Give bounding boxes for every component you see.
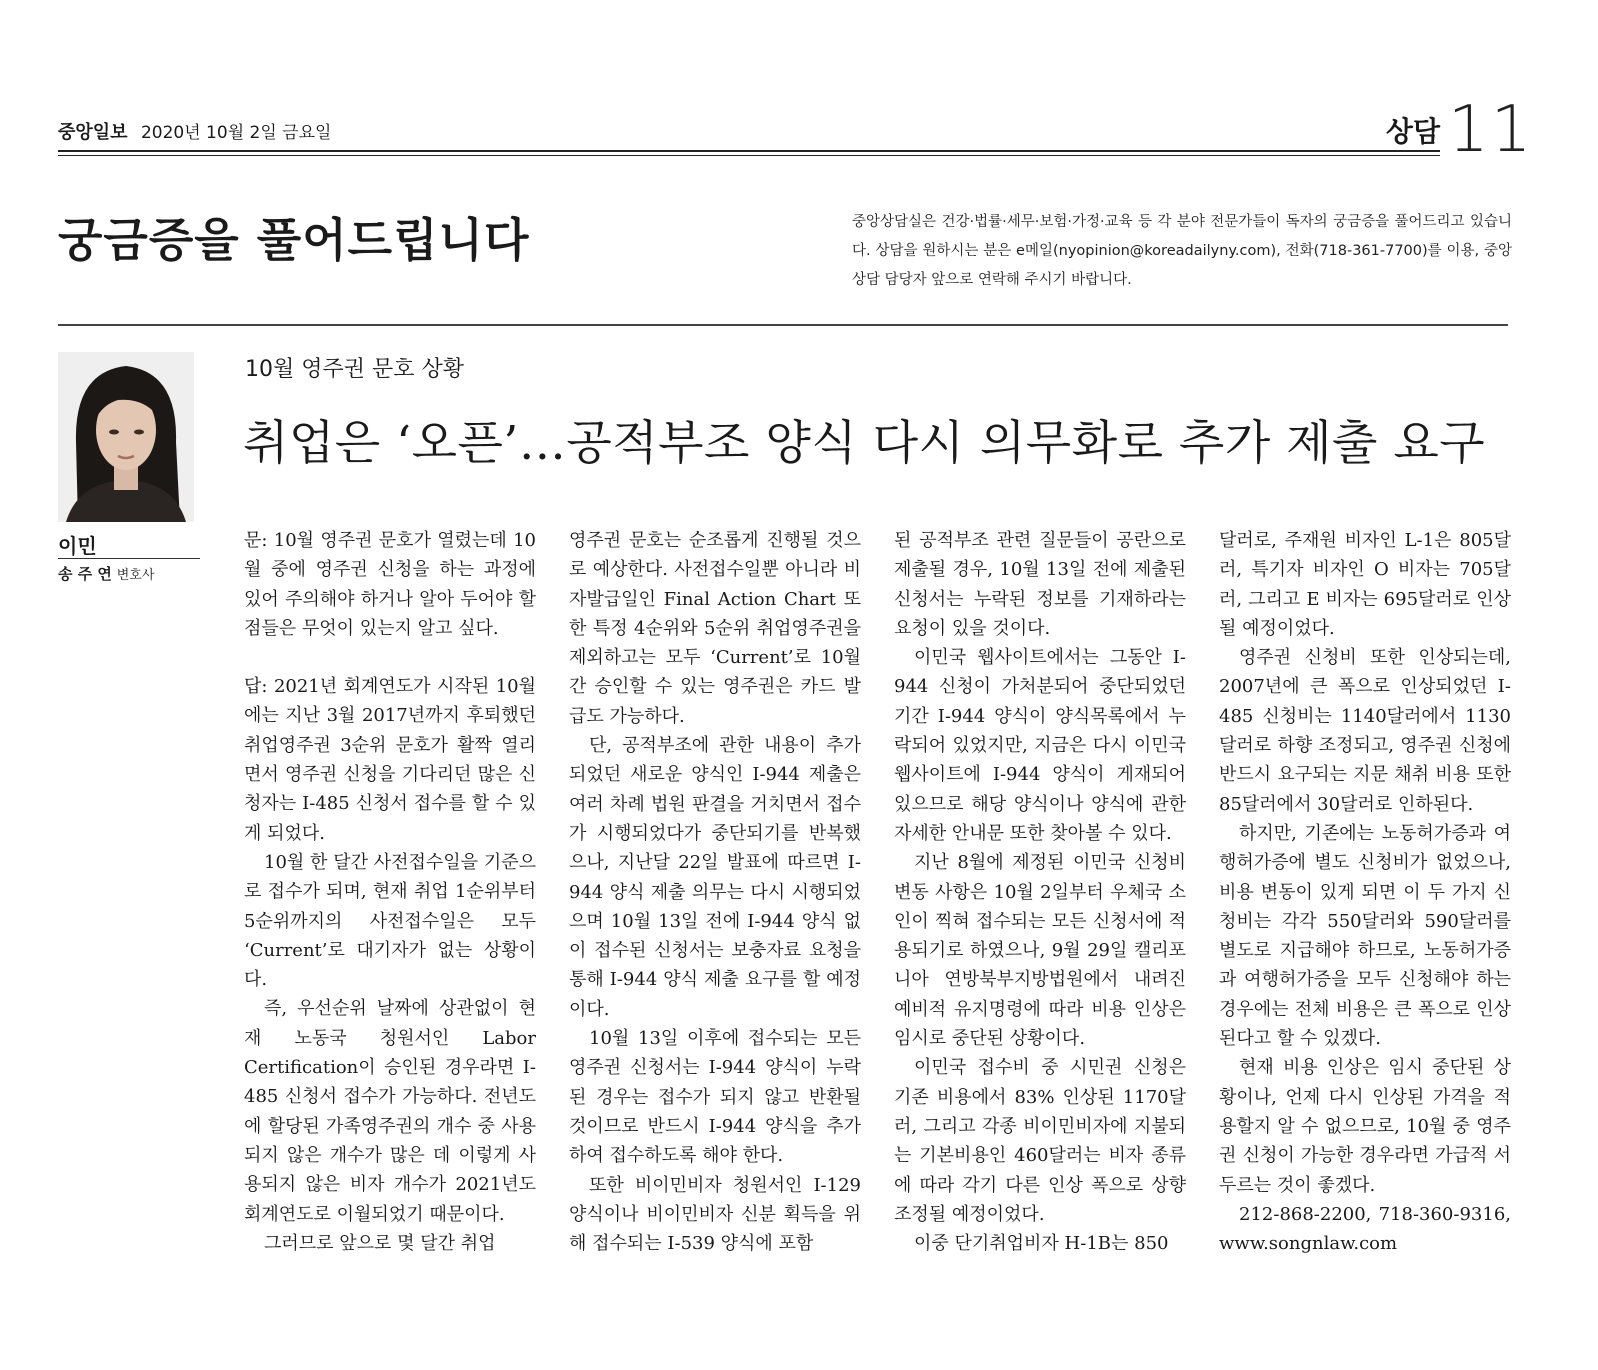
- paragraph: 이중 단기취업비자 H-1B는 850: [914, 1233, 1169, 1255]
- article-headline: 취업은 ‘오픈’…공적부조 양식 다시 의무화로 추가 제출 요구: [243, 416, 1486, 471]
- paragraph: 지난 8월에 제정된 이민국 신청비 변동 사항은 10월 2일부터 우체국 소인이 찍혀 접수되는 모든 신청서에 적용되기로 하였으나, 9월 29일 캘리포니아 연방북부지방법원에서 내려진 예비적 유지명령에 따라 비용 인상은 임시로 중단된 상황이다.: [894, 852, 1186, 1050]
- paragraph: 또한 비이민비자 청원서인 I-129 양식이나 비이민비자 신분 획득을 위해 접수되는 I-539 양식에 포함: [569, 1174, 861, 1255]
- paragraph: 답: 2021년 회계연도가 시작된 10월에는 지난 3월 2017년까지 후퇴했던 취업영주권 3순위 문호가 활짝 열리면서 영주권 신청을 기다리던 많은 신청자는 I-485 신청서 접수를 할 수 있게 되었다.: [244, 676, 536, 844]
- column-intro: 중앙상담실은 건강·법률·세무·보험·가정·교육 등 각 분야 전문가들이 독자의 궁금증을 풀어드리고 있습니다. 상담을 원하시는 분은 e메일(nyopinion@koreadailyny.com), 전화(718-361-7700)를 이용, 중앙상담 담당자 앞으로 연락해 주시기 바랍니다.: [852, 214, 1512, 288]
- paragraph: 영주권 문호는 순조롭게 진행될 것으로 예상한다. 사전접수일뿐 아니라 비자발급일인 Final Action Chart 또한 특정 4순위와 5순위 취업영주권을 제외하고는 모두 ‘Current’로 10월간 승인할 수 있는 영주권은 카드 발급도 가능하다.: [569, 530, 861, 727]
- article-kicker: 10월 영주권 문호 상황: [245, 357, 464, 382]
- author-byline: [58, 563, 154, 584]
- masthead-line: [58, 118, 331, 144]
- article-column-3: [894, 526, 1186, 1258]
- column-title: 궁금증을 풀어드립니다: [58, 213, 530, 267]
- paragraph: 10월 한 달간 사전접수일을 기준으로 접수가 되며, 현재 취업 1순위부터 5순위까지의 사전접수일은 모두 ‘Current’로 대기자가 없는 상황이다.: [244, 851, 536, 991]
- newspaper-logo: 중앙일보: [58, 122, 128, 143]
- article-column-1: [244, 526, 536, 1258]
- issue-date: 2020년 10월 2일 금요일: [140, 123, 332, 143]
- section-name: 상담: [1385, 115, 1440, 148]
- paragraph: 현재 비용 인상은 임시 중단된 상황이나, 언제 다시 인상된 가격을 적용할지 알 수 없으므로, 10월 중 영주권 신청이 가능한 경우라면 가급적 서두르는 것이 좋겠다.: [1219, 1057, 1511, 1196]
- paragraph: 이민국 웹사이트에서는 그동안 I-944 신청이 가처분되어 중단되었던 기간 I-944 양식이 양식목록에서 누락되어 있었지만, 지금은 다시 이민국 웹사이트에 I-944 양식이 게재되어 있으므로 해당 양식이나 양식에 관한 자세한 안내문 또한 찾아볼 수 있다.: [894, 647, 1186, 844]
- paragraph: 10월 13일 이후에 접수되는 모든 영주권 신청서는 I-944 양식이 누락된 경우는 접수가 되지 않고 반환될 것이므로 반드시 I-944 양식을 추가하여 접수하도록 해야 한다.: [569, 1028, 861, 1167]
- section-divider: [58, 324, 1508, 326]
- paragraph: 즉, 우선순위 날짜에 상관없이 현재 노동국 청원서인 Labor Certification이 승인된 경우라면 I-485 신청서 접수가 가능하다. 전년도에 할당된 가족영주권의 개수 중 사용되지 않은 개수가 많은 데 이렇게 사용되지 않은 비자 개수가 2021년도 회계연도로 이월되었기 때문이다.: [244, 998, 536, 1225]
- paragraph: 영주권 신청비 또한 인상되는데, 2007년에 큰 폭으로 인상되었던 I-485 신청비는 1140달러에서 1130달러로 하향 조정되고, 영주권 신청에 반드시 요구되는 지문 채취 비용 또한 85달러에서 30달러로 인하된다.: [1219, 647, 1511, 815]
- masthead-divider-thin: [58, 155, 1440, 156]
- paragraph: 된 공적부조 관련 질문들이 공란으로 제출될 경우, 10월 13일 전에 제출된 신청서는 누락된 정보를 기재하라는 요청이 있을 것이다.: [894, 530, 1186, 639]
- paragraph: 하지만, 기존에는 노동허가증과 여행허가증에 별도 신청비가 없었으나, 비용 변동이 있게 되면 이 두 가지 신청비는 각각 550달러와 590달러를 별도로 지급해야 하므로, 노동허가증과 여행허가증을 모두 신청해야 하는 경우에는 전체 비용은 큰 폭으로 인상된다고 할 수 있겠다.: [1219, 822, 1511, 1050]
- paragraph: 문: 10월 영주권 문호가 열렸는데 10월 중에 영주권 신청을 하는 과정에 있어 주의해야 하거나 알아 두어야 할 점들은 무엇이 있는지 알고 싶다.: [244, 530, 536, 639]
- paragraph: 이민국 접수비 중 시민권 신청은 기존 비용에서 83% 인상된 1170달러, 그리고 각종 비이민비자에 지불되는 기본비용인 460달러는 비자 종류에 따라 각기 다른 인상 폭으로 상향 조정될 예정이었다.: [894, 1057, 1186, 1225]
- page-number: 11: [1448, 93, 1534, 167]
- author-photo: [58, 352, 194, 522]
- author-title: 변호사: [116, 568, 155, 583]
- article-column-4: [1219, 526, 1511, 1258]
- author-name: 송 주 연: [58, 565, 112, 583]
- paragraph: 단, 공적부조에 관한 내용이 추가되었던 새로운 양식인 I-944 제출은 여러 차례 법원 판결을 거치면서 접수가 시행되었다가 중단되기를 반복했으나, 지난달 22일 발표에 따르면 I-944 양식 제출 의무는 다시 시행되었으며 10월 13일 전에 I-944 양식 없이 접수된 신청서는 보충자료 요청을 통해 I-944 양식 제출 요구를 할 예정이다.: [569, 735, 861, 1020]
- author-category: 이민: [58, 534, 97, 558]
- paragraph: 달러로, 주재원 비자인 L-1은 805달러, 특기자 비자인 O 비자는 705달러, 그리고 E 비자는 695달러로 인상될 예정이었다.: [1219, 530, 1511, 639]
- author-divider: [58, 558, 200, 559]
- article-column-2: [569, 526, 861, 1258]
- paragraph: 그러므로 앞으로 몇 달간 취업: [264, 1232, 496, 1254]
- contact-info: 212-868-2200, 718-360-9316, www.songnlaw.com: [1219, 1203, 1511, 1255]
- masthead-divider: [58, 150, 1440, 152]
